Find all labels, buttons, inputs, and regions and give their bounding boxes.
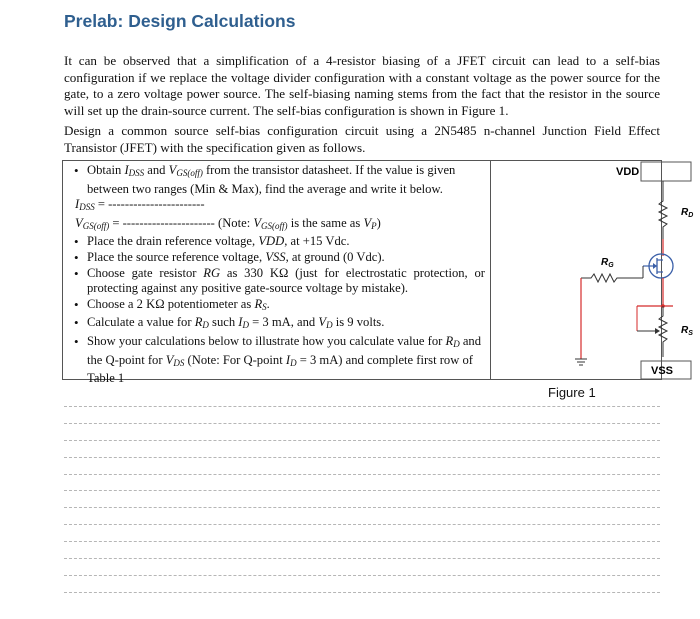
intro-paragraph: It can be observed that a simplification of a 4-resistor biasing of a JFET circuit can lead to a self-bias configuration if we replace the voltage divider configuration with a constant voltage as the power source for the gate, to a zero voltage power source. The self-biasing naming stems from the fact that the resistor in the source will set up the drain-source current. The self-bias configuration is shown in Figure 1. <box>64 53 660 118</box>
rs-potentiometer <box>659 306 667 357</box>
answer-lines <box>64 406 660 609</box>
answer-line <box>64 423 660 424</box>
answer-line <box>64 541 660 542</box>
bullet-rg: • Choose gate resistor RG as 330 KΩ (just for electrostatic protection, or protecting against any positive gate-source voltage by mistake). <box>73 266 485 297</box>
answer-line <box>64 575 660 576</box>
answer-line <box>64 406 660 407</box>
specification-list <box>73 163 485 387</box>
rs-label: $R_S$ <box>681 325 693 337</box>
rg-label: $R_G$ <box>601 257 614 269</box>
vgsoff-answer-line: $V_{GS(off)}$ = ---------------------- (Note: $V_{GS(off)}$ is the same as $V_P$) <box>75 215 381 231</box>
vdd-label: VDD <box>616 166 640 178</box>
bullet-obtain-params: • Obtain $I_{DSS}$ and $V_{GS(off)}$ from the transistor datasheet. If the value is given between two ranges (Min & Max), find the average and write it below. <box>73 163 485 197</box>
specification-box <box>62 160 694 386</box>
jfet-circuit-diagram <box>491 161 694 379</box>
rg-resistor <box>581 274 643 282</box>
answer-line <box>64 440 660 441</box>
rd-resistor <box>659 189 667 239</box>
answer-line <box>64 474 660 475</box>
vss-label: VSS <box>651 365 674 377</box>
vdd-label-box <box>641 162 691 181</box>
figure-caption: Figure 1 <box>548 385 596 400</box>
answer-line <box>64 524 660 525</box>
answer-line <box>64 490 660 491</box>
bullet-calc-rd: • Calculate a value for $R_D$ such $I_D = 3$ mA, and $V_D$ is 9 volts. <box>73 315 485 334</box>
answer-line <box>64 457 660 458</box>
page-title: Prelab: Design Calculations <box>64 11 296 31</box>
bullet-vss: • Place the source reference voltage, VSS, at ground (0 Vdc). <box>73 250 485 266</box>
answer-line <box>64 592 660 593</box>
rd-label: $R_D$ <box>681 207 694 219</box>
idss-answer-line: $I_{DSS}$ = ----------------------- <box>75 197 205 213</box>
bullet-vdd: • Place the drain reference voltage, VDD, at +15 Vdc. <box>73 234 485 250</box>
answer-line <box>64 558 660 559</box>
bullet-rs: • Choose a 2 KΩ potentiometer as $R_S$. <box>73 297 485 316</box>
design-paragraph: Design a common source self-bias configuration circuit using a 2N5485 n-channel Junction Field Effect Transistor (JFET) with the specification given as follows. <box>64 123 660 155</box>
bullet-show-calcs: • Show your calculations below to illustrate how you calculate value for $R_D$ and the Q-point for $V_{DS}$ (Note: For Q-point $I_D = 3$ mA) and complete first row of Table 1 <box>73 334 485 387</box>
answer-line <box>64 507 660 508</box>
